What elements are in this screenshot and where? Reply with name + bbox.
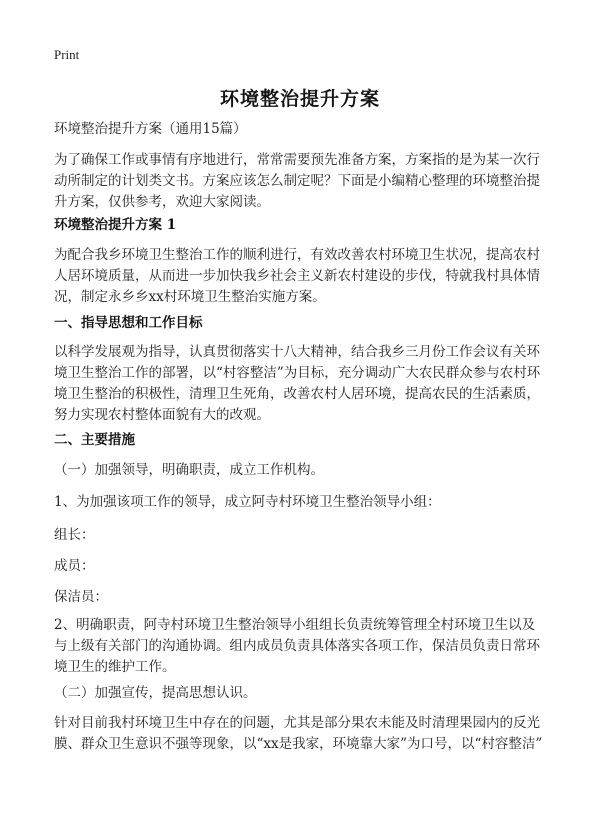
paragraph-line: 人居环境质量，从而进一步加快我乡社会主义新农村建设的步伐，特就我村具体情 bbox=[54, 268, 540, 284]
subheading-2 bbox=[54, 683, 554, 704]
paragraph-line: 况，制定永乡乡xx村环境卫生整治实施方案。 bbox=[54, 289, 326, 305]
intro-paragraph bbox=[54, 150, 554, 213]
heading-text: 二、主要措施 bbox=[54, 432, 135, 448]
heading-guiding-principles bbox=[54, 313, 554, 334]
paragraph-line: 升方案，仅供参考，欢迎大家阅读。 bbox=[54, 194, 270, 210]
document-subtitle bbox=[54, 119, 554, 140]
list-item-text: 1、为加强该项工作的领导，成立阿寺村环境卫生整治领导小组： bbox=[54, 494, 441, 510]
list-item-2 bbox=[54, 615, 554, 678]
subtitle-line: 环境整治提升方案（通用15篇） bbox=[54, 121, 247, 137]
members-field bbox=[54, 556, 554, 577]
paragraph-line: 为配合我乡环境卫生整治工作的顺利进行，有效改善农村环境卫生状况，提高农村 bbox=[54, 247, 540, 263]
paragraph-line: 努力实现农村整体面貌有大的改观。 bbox=[54, 407, 270, 423]
section-title-text: 环境整治提升方案 1 bbox=[54, 217, 177, 233]
paragraph-line: 境卫生整治的积极性，清理卫生死角，改善农村人居环境，提高农民的生活素质， bbox=[54, 386, 540, 402]
list-item-1 bbox=[54, 492, 554, 513]
heading-main-measures bbox=[54, 430, 554, 451]
paragraph-line: 以科学发展观为指导，认真贯彻落实十八大精神，结合我乡三月份工作会议有关环 bbox=[54, 344, 540, 360]
paragraph-1 bbox=[54, 245, 554, 308]
paragraph-line: 境卫生的维护工作。 bbox=[54, 659, 176, 675]
paragraph-line: 为了确保工作或事情有序地进行，常常需要预先准备方案，方案指的是为某一次行 bbox=[54, 152, 540, 168]
print-label: Print bbox=[54, 47, 80, 62]
paragraph-line: 膜、群众卫生意识不强等现象，以“xx是我家，环境靠大家”为口号，以“村容整洁” bbox=[54, 736, 543, 752]
paragraph-3 bbox=[54, 713, 554, 755]
leader-field bbox=[54, 525, 554, 546]
section-title bbox=[54, 215, 554, 236]
cleaner-label: 保洁员： bbox=[54, 589, 108, 605]
subheading-text: （一）加强领导，明确职责，成立工作机构。 bbox=[54, 462, 324, 478]
document-title: 环境整治提升方案 bbox=[219, 88, 380, 110]
paragraph-2 bbox=[54, 342, 554, 426]
subheading-1 bbox=[54, 460, 554, 481]
paragraph-line: 针对目前我村环境卫生中存在的问题，尤其是部分果农未能及时清理果园内的反光 bbox=[54, 715, 540, 731]
leader-label: 组长： bbox=[54, 527, 95, 543]
cleaner-field bbox=[54, 587, 554, 608]
heading-text: 一、指导思想和工作目标 bbox=[54, 315, 203, 331]
subheading-text: （二）加强宣传，提高思想认识。 bbox=[54, 685, 257, 701]
paragraph-line: 与上级有关部门的沟通协调。组内成员负责具体落实各项工作，保洁员负责日常环 bbox=[54, 638, 540, 654]
members-label: 成员： bbox=[54, 558, 95, 574]
paragraph-line: 境卫生整治工作的部署，以“村容整洁”为目标，充分调动广大农民群众参与农村环 bbox=[54, 365, 541, 381]
paragraph-line: 动所制定的计划类文书。方案应该怎么制定呢？下面是小编精心整理的环境整治提 bbox=[54, 173, 540, 189]
paragraph-line: 2、明确职责，阿寺村环境卫生整治领导小组组长负责统筹管理全村环境卫生以及 bbox=[54, 617, 536, 633]
